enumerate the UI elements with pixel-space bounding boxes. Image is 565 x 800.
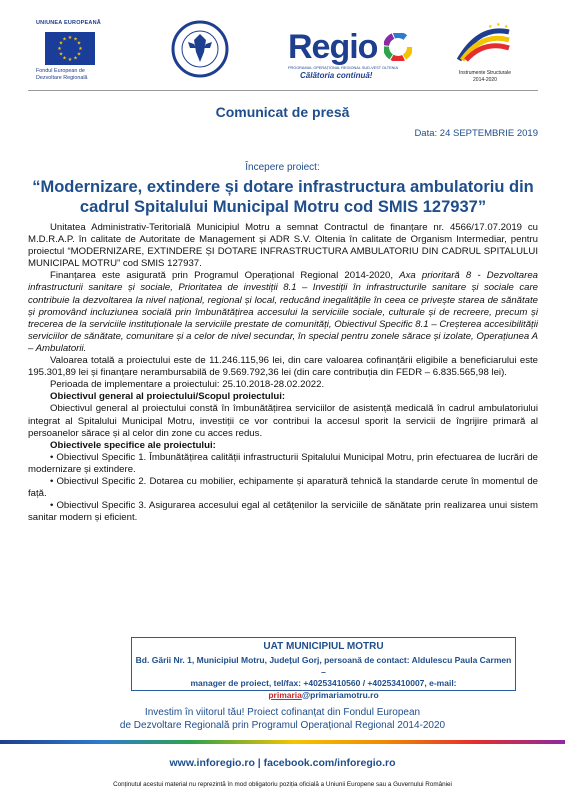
svg-text:★: ★ (58, 40, 64, 47)
objective-item-3: • Obiectivul Specific 3. Asigurarea accesului egal al cetățenilor la serviciile de sănătate prin realizarea unui sistem sanitar modern și eficient. (28, 500, 538, 524)
contact-line-2-text: manager de proiect, tel/fax: +40253410560 / +40253410007, e-mail: (190, 678, 457, 688)
svg-text:★: ★ (78, 46, 83, 52)
objective-item-1: • Obiectivul Specific 1. Îmbunătățirea calității infrastructurii Spitalului Municipal Motru, prin efectuarea de lucrări de modernizare și extindere. (28, 451, 538, 475)
press-release-date: Data: 24 SEPTEMBRIE 2019 (414, 128, 538, 139)
project-title: “Modernizare, extindere și dotare infrastructura ambulatoriu din cadrul Spitalului Municipal Motru cod SMIS 127937” (32, 178, 534, 216)
regio-program-label: PROGRAMUL OPERAȚIONAL REGIONAL SUD-VEST OLTENIA (288, 66, 398, 70)
paragraph-period: Perioada de implementare a proiectului: 25.10.2018-28.02.2022. (50, 379, 325, 391)
svg-text:★: ★ (58, 51, 64, 58)
eu-subtitle-line1: Fondul European de (36, 68, 85, 74)
structural-instruments-logo (454, 20, 514, 65)
contact-title: UAT MUNICIPIUL MOTRU (263, 641, 384, 652)
objective-item-2: • Obiectivul Specific 2. Dotarea cu mobilier, echipamente și aparatură tehnică la standarde cerute în momentul de față. (28, 475, 538, 500)
svg-text:★: ★ (76, 51, 82, 58)
investment-statement (0, 706, 565, 732)
contact-email-link[interactable]: primaria (268, 689, 302, 700)
svg-text:★: ★ (488, 24, 493, 30)
press-release-title: Comunicat de presă (215, 104, 350, 120)
footer-disclaimer: Conținutul acestui material nu reprezintă în mod obligatoriu poziția oficială a Uniunii Europene sau a Guvernului României (113, 781, 452, 788)
svg-text:★: ★ (62, 55, 67, 62)
rainbow-divider (0, 740, 565, 744)
funding-axis-details: Axa prioritară 8 - Dezvoltarea infrastructurii sanitare și sociale, Prioritatea de investiții 8.1 – Investiții în infrastructurile sanitare și sociale care contribuie la dezvoltarea la nivel național, regional și local, reducând inegalitățile în ceea ce privește starea de sănătate și promovând incluziunea socială prin îmbunătățirea accesului la serviciile sociale, culturale și de recreere, precum și trecerea de la serviciile instituționale la serviciile prestate de comunități, Obiectivul Specific 8.1 – Creșterea accesibilității serviciilor de sănătate, comunitare și a celor de nivel secundar, în special pentru zonele sărace și izolate, Operațiunea A – Ambulatorii. (28, 270, 538, 354)
funding-intro: Finanțarea este asigurată prin Programul Operațional Regional 2014-2020, (50, 270, 400, 282)
paragraph-funding (28, 270, 538, 355)
contact-line-1: Bd. Gării Nr. 1, Municipiul Motru, Județul Gorj, persoană de contact: Aldulescu Paula Carmen – (135, 655, 512, 677)
project-start-label: Începere proiect: (245, 162, 320, 173)
structural-instruments-label (440, 70, 530, 83)
footer-web-links[interactable]: www.inforegio.ro | facebook.com/inforegio.ro (169, 757, 396, 769)
paragraph-contract: Unitatea Administrativ-Teritorială Municipiul Motru a semnat Contractul de finanțare nr. 4566/17.07.2019 cu M.D.R.A.P. în calitate de Autoritate de Management și ADR S.V. Oltenia în calitate de Organism Intermediar, pentru proiectul “MODERNIZARE, EXTINDERE ȘI DOTARE INFRASTRUCTURA AMBULATORIU DIN CADRUL SPITALULUI MUNICIPAL MOTRU” cod SMIS 127937. (28, 222, 538, 270)
svg-text:★: ★ (57, 46, 62, 52)
invest-line-2: de Dezvoltare Regională prin Programul Operațional Regional 2014-2020 (119, 720, 446, 731)
heading-specific-objectives: Obiectivele specifice ale proiectului: (50, 439, 216, 451)
is-label-line1: Instrumente Structurale (459, 70, 511, 76)
paragraph-value: Valoarea totală a proiectului este de 11.246.115,96 lei, din care valoarea cofinanțării eligibile a beneficiarului este 195.301,89 lei și finanțare nerambursabilă de 9.569.792,36 lei (din care contribuția din FEDR – 6.835.565,98 lei). (28, 355, 538, 379)
heading-general-objective: Obiectivul general al proiectului/Scopul proiectului: (50, 391, 286, 403)
eu-subtitle-line2: Dezvoltare Regională (36, 75, 88, 81)
regio-color-wheel-icon (384, 33, 412, 66)
header-divider (28, 90, 538, 91)
contact-line-2 (135, 678, 512, 701)
contact-email-domain[interactable]: @primariamotru.ro (301, 689, 379, 700)
svg-text:★: ★ (62, 36, 67, 43)
paragraph-general-objective: Obiectivul general al proiectului constă în îmbunătățirea serviciilor de asistență medicală în cadrul ambulatoriului integrat al Spitalului Municipal Motru, investiții ce vor contribui la accesul sporit la servicii de îngrijire primară al persoanelor sărace și al celor din zone cu acces redus. (28, 403, 538, 439)
contact-details (135, 655, 512, 701)
regio-slogan: Călătoria continuă! (300, 71, 373, 80)
eu-logo-title: UNIUNEA EUROPEANĂ (36, 20, 101, 26)
eu-logo-subtitle (36, 68, 126, 82)
press-release-body (28, 222, 538, 524)
svg-text:★: ★ (73, 55, 78, 62)
eu-flag-icon (45, 32, 95, 65)
regio-logo-word: Regio (288, 28, 378, 66)
svg-text:★: ★ (67, 35, 73, 41)
invest-line-1: Investim în viitorul tău! Proiect cofinanțat din Fondul European (144, 707, 421, 718)
svg-text:★: ★ (67, 57, 73, 63)
is-label-line2: 2014-2020 (473, 76, 497, 83)
romanian-government-logo (171, 18, 229, 80)
svg-text:★: ★ (504, 24, 509, 30)
svg-text:★: ★ (496, 22, 501, 28)
svg-text:★: ★ (73, 36, 78, 43)
svg-text:★: ★ (76, 40, 82, 47)
